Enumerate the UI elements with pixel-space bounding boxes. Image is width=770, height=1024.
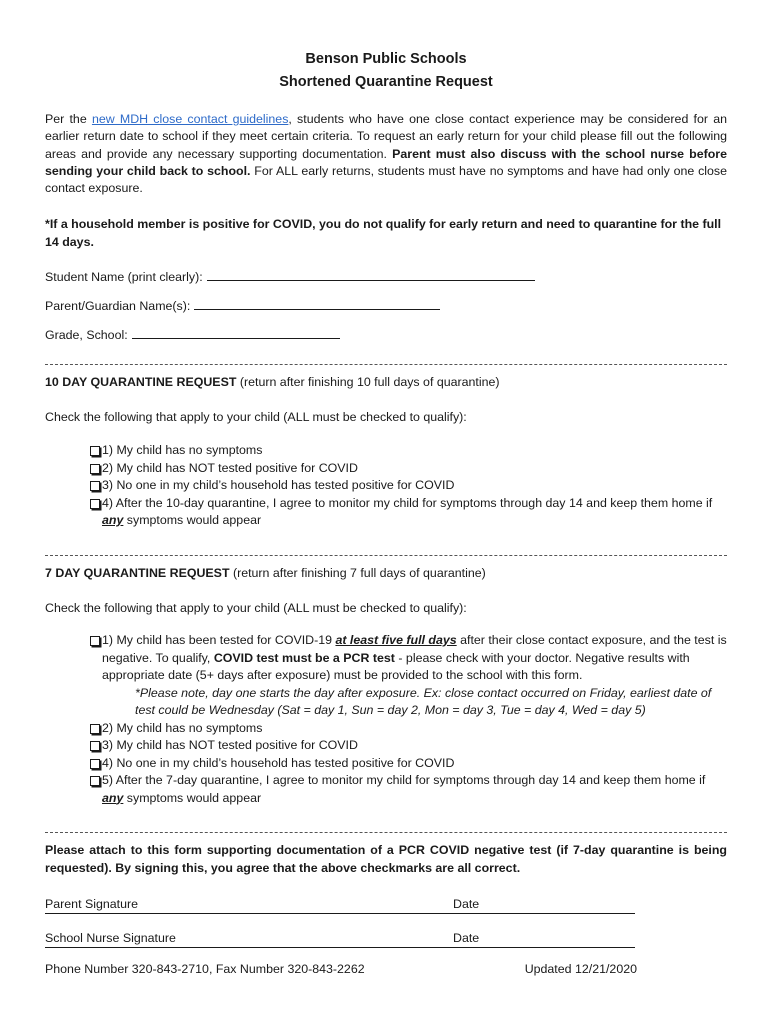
attach-note: Please attach to this form supporting documentation of a PCR COVID negative test (if 7-day quarantine is being requested). By signing this, you agree that the above checkmarks are all correct. xyxy=(45,843,727,875)
checklist-item-label: 2) My child has no symptoms xyxy=(102,720,263,735)
checklist-item[interactable] xyxy=(90,477,730,495)
checklist-item-label: 4) After the 10-day quarantine, I agree to monitor my child for symptoms through day 14 and keep them home if xyxy=(102,495,713,510)
ten-day-title: 10 DAY QUARANTINE REQUEST xyxy=(45,375,237,389)
checklist-item-label: 5) After the 7-day quarantine, I agree to monitor my child for symptoms through day 14 and keep them home if xyxy=(102,773,706,787)
ten-day-checklist xyxy=(90,442,730,530)
day-count-note: *Please note, day one starts the day after exposure. Ex: close contact occurred on Friday, earliest date of test could be Wednesday (Sat = day 1, Sun = day 2, Mon = day 3, Tue = day 4, Wed = day 5) xyxy=(135,685,712,717)
checklist-item-label: 2) My child has NOT tested positive for COVID xyxy=(102,460,358,475)
checkbox[interactable] xyxy=(90,776,100,786)
checklist-item-label: 3) No one in my child’s household has tested positive for COVID xyxy=(102,478,455,492)
emphasis-any: any xyxy=(102,513,124,527)
form-title: Shortened Quarantine Request xyxy=(279,74,493,90)
emphasis-five-days: at least five full days xyxy=(335,633,457,647)
checklist-item[interactable] xyxy=(90,755,730,773)
emphasis-any: any xyxy=(102,790,124,805)
checklist-item[interactable] xyxy=(90,460,730,478)
checkbox[interactable] xyxy=(90,499,100,509)
intro-text-end: For ALL early returns, students must have no symptoms and have had only one close contact exposure. xyxy=(45,163,727,196)
school-name: Benson Public Schools xyxy=(305,51,467,67)
seven-day-subtitle: (return after finishing 7 full days of quarantine) xyxy=(229,566,486,580)
checkbox[interactable] xyxy=(90,446,100,456)
pcr-requirement: COVID test must be a PCR test xyxy=(213,650,395,665)
checklist-item-label: 3) My child has NOT tested positive for COVID xyxy=(102,738,358,752)
intro-nurse-note: Parent must also discuss with the school nurse before sending your child back to school. xyxy=(45,146,727,178)
mdh-guidelines-link[interactable]: new MDH close contact guidelines xyxy=(91,112,289,126)
parent-date-label: Date xyxy=(453,897,480,911)
checklist-item-label-end: symptoms would appear xyxy=(123,513,262,527)
parent-signature-label: Parent Signature xyxy=(45,897,138,911)
checklist-item-label-end: symptoms would appear xyxy=(123,790,262,805)
footer xyxy=(45,960,637,978)
student-name-label: Student Name (print clearly): xyxy=(45,270,203,284)
household-note: *If a household member is positive for COVID, you do not qualify for early return and need to quarantine for the full 14 days. xyxy=(45,217,722,249)
checkbox[interactable] xyxy=(90,724,100,734)
nurse-signature-line[interactable] xyxy=(45,929,635,948)
updated-date: Updated 12/21/2020 xyxy=(524,962,637,976)
checklist-item[interactable] xyxy=(90,720,730,738)
checklist-item-label-end: - please check with your doctor. Negative results with appropriate date (5+ days after exposure) must be provided to the school with this form. xyxy=(102,650,690,682)
checklist-item[interactable] xyxy=(90,632,730,685)
student-name-field[interactable] xyxy=(45,268,535,286)
divider xyxy=(45,832,727,833)
nurse-signature-label: School Nurse Signature xyxy=(45,931,176,945)
ten-day-instruction: Check the following that apply to your child (ALL must be checked to qualify): xyxy=(45,410,467,424)
intro-text: , students who have one close contact experience may be considered for an earlier return date to school if they meet certain criteria. To request an early return for your child please fill out the following areas and provide any necessary supporting documentation. xyxy=(45,112,727,161)
checkbox[interactable] xyxy=(90,481,100,491)
checklist-item[interactable] xyxy=(90,495,730,530)
parent-signature-line[interactable] xyxy=(45,895,635,914)
divider xyxy=(45,364,727,365)
seven-day-instruction: Check the following that apply to your child (ALL must be checked to qualify): xyxy=(45,601,467,615)
intro-prefix: Per the xyxy=(45,112,92,126)
intro-paragraph xyxy=(45,111,727,197)
grade-school-field[interactable] xyxy=(45,326,340,344)
checklist-item[interactable] xyxy=(90,737,730,755)
ten-day-subtitle: (return after finishing 10 full days of quarantine) xyxy=(236,375,500,389)
seven-day-heading xyxy=(45,564,486,582)
checklist-item-label: 1) My child has no symptoms xyxy=(102,443,263,457)
parent-name-field[interactable] xyxy=(45,297,440,315)
contact-info: Phone Number 320-843-2710, Fax Number 320-843-2262 xyxy=(45,962,365,976)
seven-day-title: 7 DAY QUARANTINE REQUEST xyxy=(45,566,230,580)
checkbox[interactable] xyxy=(90,636,100,646)
checklist-item[interactable] xyxy=(90,772,730,807)
checklist-item[interactable] xyxy=(90,442,730,460)
checkbox[interactable] xyxy=(90,464,100,474)
checklist-item-label: 4) No one in my child’s household has tested positive for COVID xyxy=(102,755,455,770)
checklist-item-label: 1) My child has been tested for COVID-19 xyxy=(102,633,336,647)
grade-school-line[interactable] xyxy=(132,326,340,339)
seven-day-checklist xyxy=(90,632,730,807)
grade-school-label: Grade, School: xyxy=(45,328,128,342)
checkbox[interactable] xyxy=(90,741,100,751)
divider xyxy=(45,555,727,556)
parent-name-label: Parent/Guardian Name(s): xyxy=(45,299,191,313)
checkbox[interactable] xyxy=(90,759,100,769)
student-name-line[interactable] xyxy=(207,268,535,281)
parent-name-line[interactable] xyxy=(194,297,440,310)
nurse-date-label: Date xyxy=(453,931,480,945)
ten-day-heading xyxy=(45,373,500,391)
checklist-item-label-cont: after their close contact exposure, and the test is negative. To qualify, xyxy=(102,633,727,665)
